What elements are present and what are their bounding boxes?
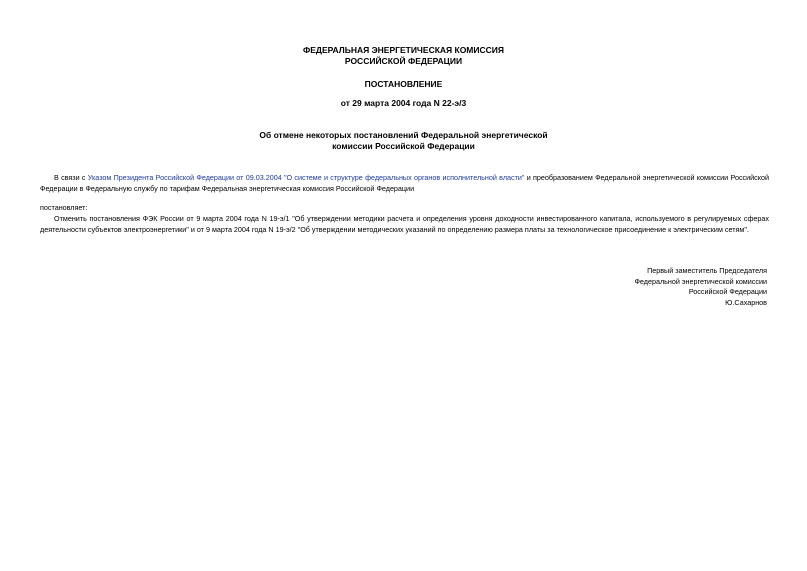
decree-word: постановляет:: [40, 203, 88, 212]
title-line-2: комиссии Российской Федерации: [332, 141, 475, 151]
intro-prefix: В связи с: [54, 173, 88, 182]
document-title: [0, 130, 807, 152]
title-line-1: Об отмене некоторых постановлений Федеральной энергетической: [259, 130, 548, 140]
document-date-number: от 29 марта 2004 года N 22-э/3: [340, 98, 467, 108]
signatory-name: Ю.Сахарнов: [725, 297, 767, 307]
signature-position-line-1: Первый заместитель Председателя: [647, 266, 767, 275]
signature-block: [634, 266, 767, 308]
document-type: ПОСТАНОВЛЕНИЕ: [364, 79, 443, 89]
signature-position-line-3: Российской Федерации: [688, 287, 767, 296]
intro-suffix: и преобразованием Федеральной энергетической комиссии Российской Федерации в Федеральную службу по тарифам Федеральная энергетическая комиссия Российской Федерации: [40, 173, 769, 193]
body-paragraph: Отменить постановления ФЭК России от 9 марта 2004 года N 19-э/1 "Об утверждении методики расчета и определения уровня доходности инвестированного капитала, используемого в регулируемых сферах деятельности субъектов электроэнергетики" и от 9 марта 2004 года N 19-э/2 "Об утверждении методических указаний по определению размера платы за технологическое присоединение к электрическим сетям".: [40, 214, 769, 234]
signature-position-line-2: Федеральной энергетической комиссии: [634, 276, 767, 286]
issuer-line-1: ФЕДЕРАЛЬНАЯ ЭНЕРГЕТИЧЕСКАЯ КОМИССИЯ: [302, 45, 504, 55]
intro-paragraph: [40, 172, 769, 194]
presidential-decree-link[interactable]: Указом Президента Российской Федерации от 09.03.2004 "О системе и структуре федеральных органов исполнительной власти": [87, 173, 525, 182]
issuer-block: [0, 45, 807, 67]
issuer-line-2: РОССИЙСКОЙ ФЕДЕРАЦИИ: [344, 56, 463, 66]
